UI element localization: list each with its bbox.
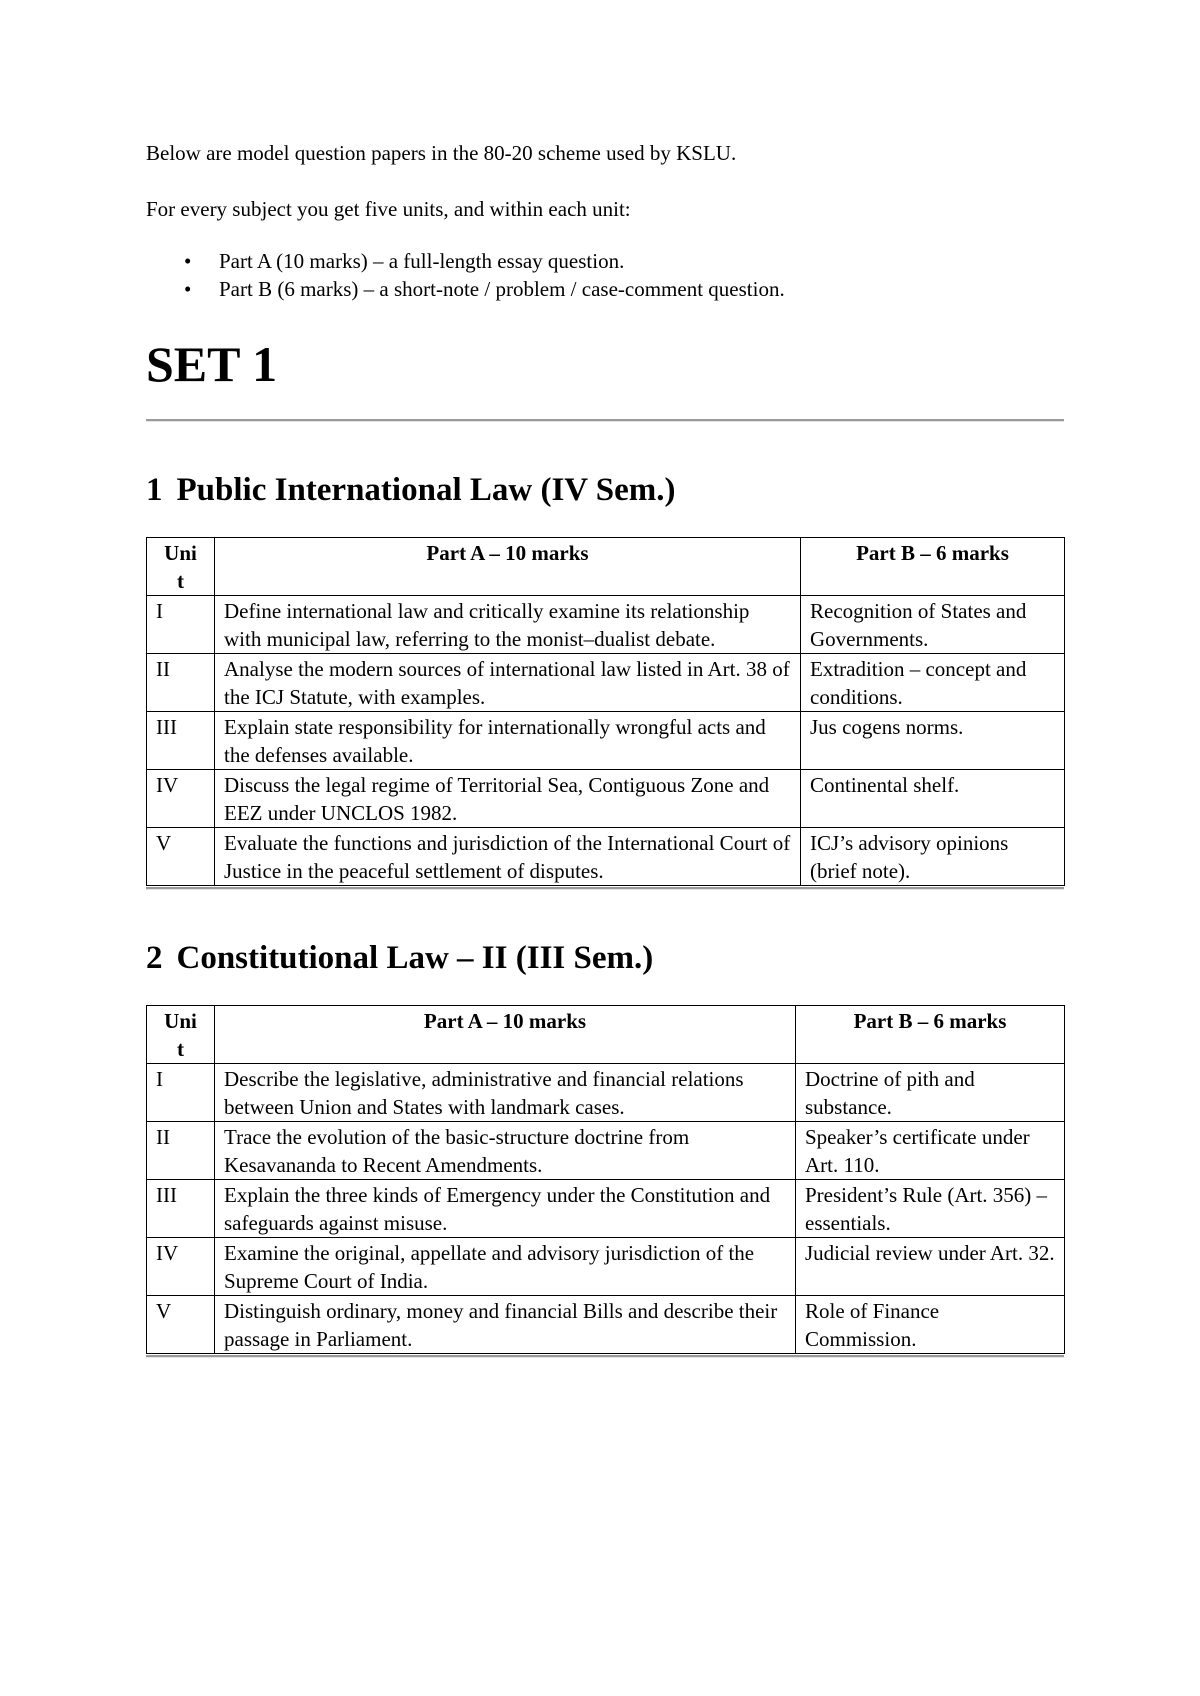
unit-cell: IV — [147, 769, 215, 827]
bullet-dot-icon: • — [184, 248, 192, 273]
header-unit: Unit — [147, 537, 215, 595]
part-a-cell: Distinguish ordinary, money and financial Bills and describe their passage in Parliament. — [215, 1295, 796, 1353]
header-part-a: Part A – 10 marks — [215, 537, 801, 595]
bullet-part-b — [146, 275, 1064, 303]
horizontal-rule — [146, 419, 1064, 422]
table-row — [147, 1237, 1065, 1295]
question-table-constitutional-law-ii — [146, 1005, 1065, 1354]
part-a-cell: Evaluate the functions and jurisdiction of the International Court of Justice in the peaceful settlement of disputes. — [215, 827, 801, 885]
unit-cell: III — [147, 711, 215, 769]
part-b-cell: Recognition of States and Governments. — [801, 595, 1065, 653]
question-table-public-international-law — [146, 537, 1065, 886]
section-number: 2 — [146, 939, 163, 976]
bullet-text: Part B (6 marks) – a short-note / problem / case-comment question. — [219, 276, 785, 301]
table-row — [147, 653, 1065, 711]
unit-cell: I — [147, 1063, 215, 1121]
table-row — [147, 1063, 1065, 1121]
table-row — [147, 827, 1065, 885]
part-b-cell: ICJ’s advisory opinions (brief note). — [801, 827, 1065, 885]
part-b-cell: Continental shelf. — [801, 769, 1065, 827]
unit-cell: II — [147, 653, 215, 711]
part-b-cell: Doctrine of pith and substance. — [796, 1063, 1065, 1121]
unit-cell: V — [147, 1295, 215, 1353]
section-heading: Public International Law (IV Sem.) — [176, 471, 676, 508]
section-title — [146, 471, 1064, 508]
horizontal-rule — [146, 887, 1064, 890]
unit-cell: V — [147, 827, 215, 885]
table-row — [147, 1121, 1065, 1179]
bullet-dot-icon: • — [184, 276, 192, 301]
header-part-b: Part B – 6 marks — [796, 1005, 1065, 1063]
bullet-text: Part A (10 marks) – a full-length essay question. — [219, 248, 625, 273]
document-page — [146, 140, 1064, 1358]
part-b-cell: Extradition – concept and conditions. — [801, 653, 1065, 711]
table-row — [147, 711, 1065, 769]
part-a-cell: Explain the three kinds of Emergency under the Constitution and safeguards against misuse. — [215, 1179, 796, 1237]
table-row — [147, 769, 1065, 827]
section-title — [146, 939, 1064, 976]
set-title: SET 1 — [146, 335, 278, 392]
table-header-row — [147, 537, 1065, 595]
bullet-part-a — [146, 247, 1064, 275]
part-a-cell: Explain state responsibility for internationally wrongful acts and the defenses available. — [215, 711, 801, 769]
header-part-b: Part B – 6 marks — [801, 537, 1065, 595]
table-row — [147, 1295, 1065, 1353]
unit-cell: III — [147, 1179, 215, 1237]
part-b-cell: Jus cogens norms. — [801, 711, 1065, 769]
part-a-cell: Analyse the modern sources of international law listed in Art. 38 of the ICJ Statute, with examples. — [215, 653, 801, 711]
part-b-cell: Role of Finance Commission. — [796, 1295, 1065, 1353]
part-b-cell: President’s Rule (Art. 356) – essentials. — [796, 1179, 1065, 1237]
part-a-cell: Describe the legislative, administrative and financial relations between Union and States with landmark cases. — [215, 1063, 796, 1121]
table-row — [147, 1179, 1065, 1237]
part-a-cell: Examine the original, appellate and advisory jurisdiction of the Supreme Court of India. — [215, 1237, 796, 1295]
unit-cell: II — [147, 1121, 215, 1179]
part-b-cell: Judicial review under Art. 32. — [796, 1237, 1065, 1295]
part-a-cell: Discuss the legal regime of Territorial Sea, Contiguous Zone and EEZ under UNCLOS 1982. — [215, 769, 801, 827]
unit-cell: I — [147, 595, 215, 653]
scheme-bullet-list — [146, 247, 1064, 303]
section-heading: Constitutional Law – II (III Sem.) — [176, 939, 654, 976]
section-number: 1 — [146, 471, 163, 508]
part-b-cell: Speaker’s certificate under Art. 110. — [796, 1121, 1065, 1179]
part-a-cell: Define international law and critically examine its relationship with municipal law, referring to the monist–dualist debate. — [215, 595, 801, 653]
intro-line-2: For every subject you get five units, and within each unit: — [146, 197, 631, 222]
unit-cell: IV — [147, 1237, 215, 1295]
intro-line-1: Below are model question papers in the 80-20 scheme used by KSLU. — [146, 141, 737, 165]
header-part-a: Part A – 10 marks — [215, 1005, 796, 1063]
table-header-row — [147, 1005, 1065, 1063]
horizontal-rule — [146, 1355, 1064, 1358]
table-row — [147, 595, 1065, 653]
part-a-cell: Trace the evolution of the basic-structure doctrine from Kesavananda to Recent Amendments. — [215, 1121, 796, 1179]
header-unit: Unit — [147, 1005, 215, 1063]
